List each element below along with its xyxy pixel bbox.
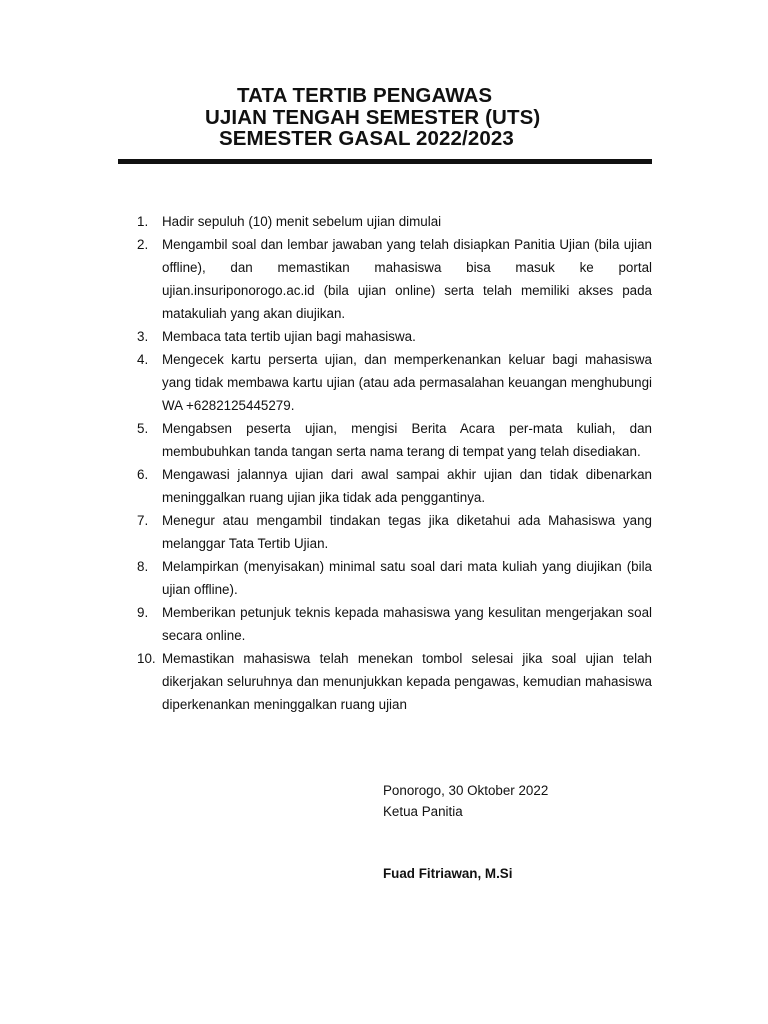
list-item <box>137 233 652 325</box>
signer-name: Fuad Fitriawan, M.Si <box>383 866 513 881</box>
list-item <box>137 601 652 647</box>
list-item-text: Mengabsen peserta ujian, mengisi Berita Acara per-mata kuliah, dan membubuhkan tanda tangan serta nama terang di tempat yang telah disediakan. <box>162 421 652 459</box>
list-item <box>137 417 652 463</box>
list-item-text: Memastikan mahasiswa telah menekan tombol selesai jika soal ujian telah dikerjakan seluruhnya dan menunjukkan kepada pengawas, kemudian mahasiswa diperkenankan meninggalkan ruang ujian <box>162 651 652 712</box>
list-item-number: 5. <box>137 421 149 436</box>
list-item <box>137 463 652 509</box>
list-item-number: 10. <box>137 651 156 666</box>
list-item-number: 4. <box>137 352 149 367</box>
list-item-text: Mengambil soal dan lembar jawaban yang telah disiapkan Panitia Ujian (bila ujian offline), dan memastikan mahasiswa bisa masuk ke portal ujian.insuriponorogo.ac.id (bila ujian online) serta telah memiliki akses pada matakuliah yang akan diujikan. <box>162 237 652 321</box>
rules-list <box>137 210 652 716</box>
list-item-number: 9. <box>137 605 149 620</box>
list-item-text: Membaca tata tertib ujian bagi mahasiswa. <box>162 329 416 344</box>
title-line-1: TATA TERTIB PENGAWAS <box>237 84 493 107</box>
list-item <box>137 348 652 417</box>
list-item <box>137 210 652 233</box>
list-item <box>137 509 652 555</box>
list-item-text: Menegur atau mengambil tindakan tegas jika diketahui ada Mahasiswa yang melanggar Tata Tertib Ujian. <box>162 513 652 551</box>
list-item-number: 7. <box>137 513 149 528</box>
title-line-2: UJIAN TENGAH SEMESTER (UTS) <box>205 106 541 129</box>
list-item-number: 8. <box>137 559 149 574</box>
list-item-text: Mengawasi jalannya ujian dari awal sampai akhir ujian dan tidak dibenarkan meninggalkan ruang ujian jika tidak ada penggantinya. <box>162 467 652 505</box>
list-item-text: Melampirkan (menyisakan) minimal satu soal dari mata kuliah yang diujikan (bila ujian offline). <box>162 559 652 597</box>
list-item-number: 3. <box>137 329 149 344</box>
list-item-number: 6. <box>137 467 149 482</box>
signer-role: Ketua Panitia <box>383 804 463 819</box>
list-item <box>137 555 652 601</box>
list-item-text: Mengecek kartu perserta ujian, dan memperkenankan keluar bagi mahasiswa yang tidak membawa kartu ujian (atau ada permasalahan keuangan menghubungi WA +6282125445279. <box>162 352 652 413</box>
list-item <box>137 647 652 716</box>
title-divider <box>118 159 652 164</box>
list-item-number: 1. <box>137 214 149 229</box>
list-item-text: Memberikan petunjuk teknis kepada mahasiswa yang kesulitan mengerjakan soal secara online. <box>162 605 652 643</box>
list-item-number: 2. <box>137 237 149 252</box>
place-date: Ponorogo, 30 Oktober 2022 <box>383 783 549 798</box>
title-line-3: SEMESTER GASAL 2022/2023 <box>219 127 514 150</box>
list-item-text: Hadir sepuluh (10) menit sebelum ujian dimulai <box>162 214 442 229</box>
list-item <box>137 325 652 348</box>
